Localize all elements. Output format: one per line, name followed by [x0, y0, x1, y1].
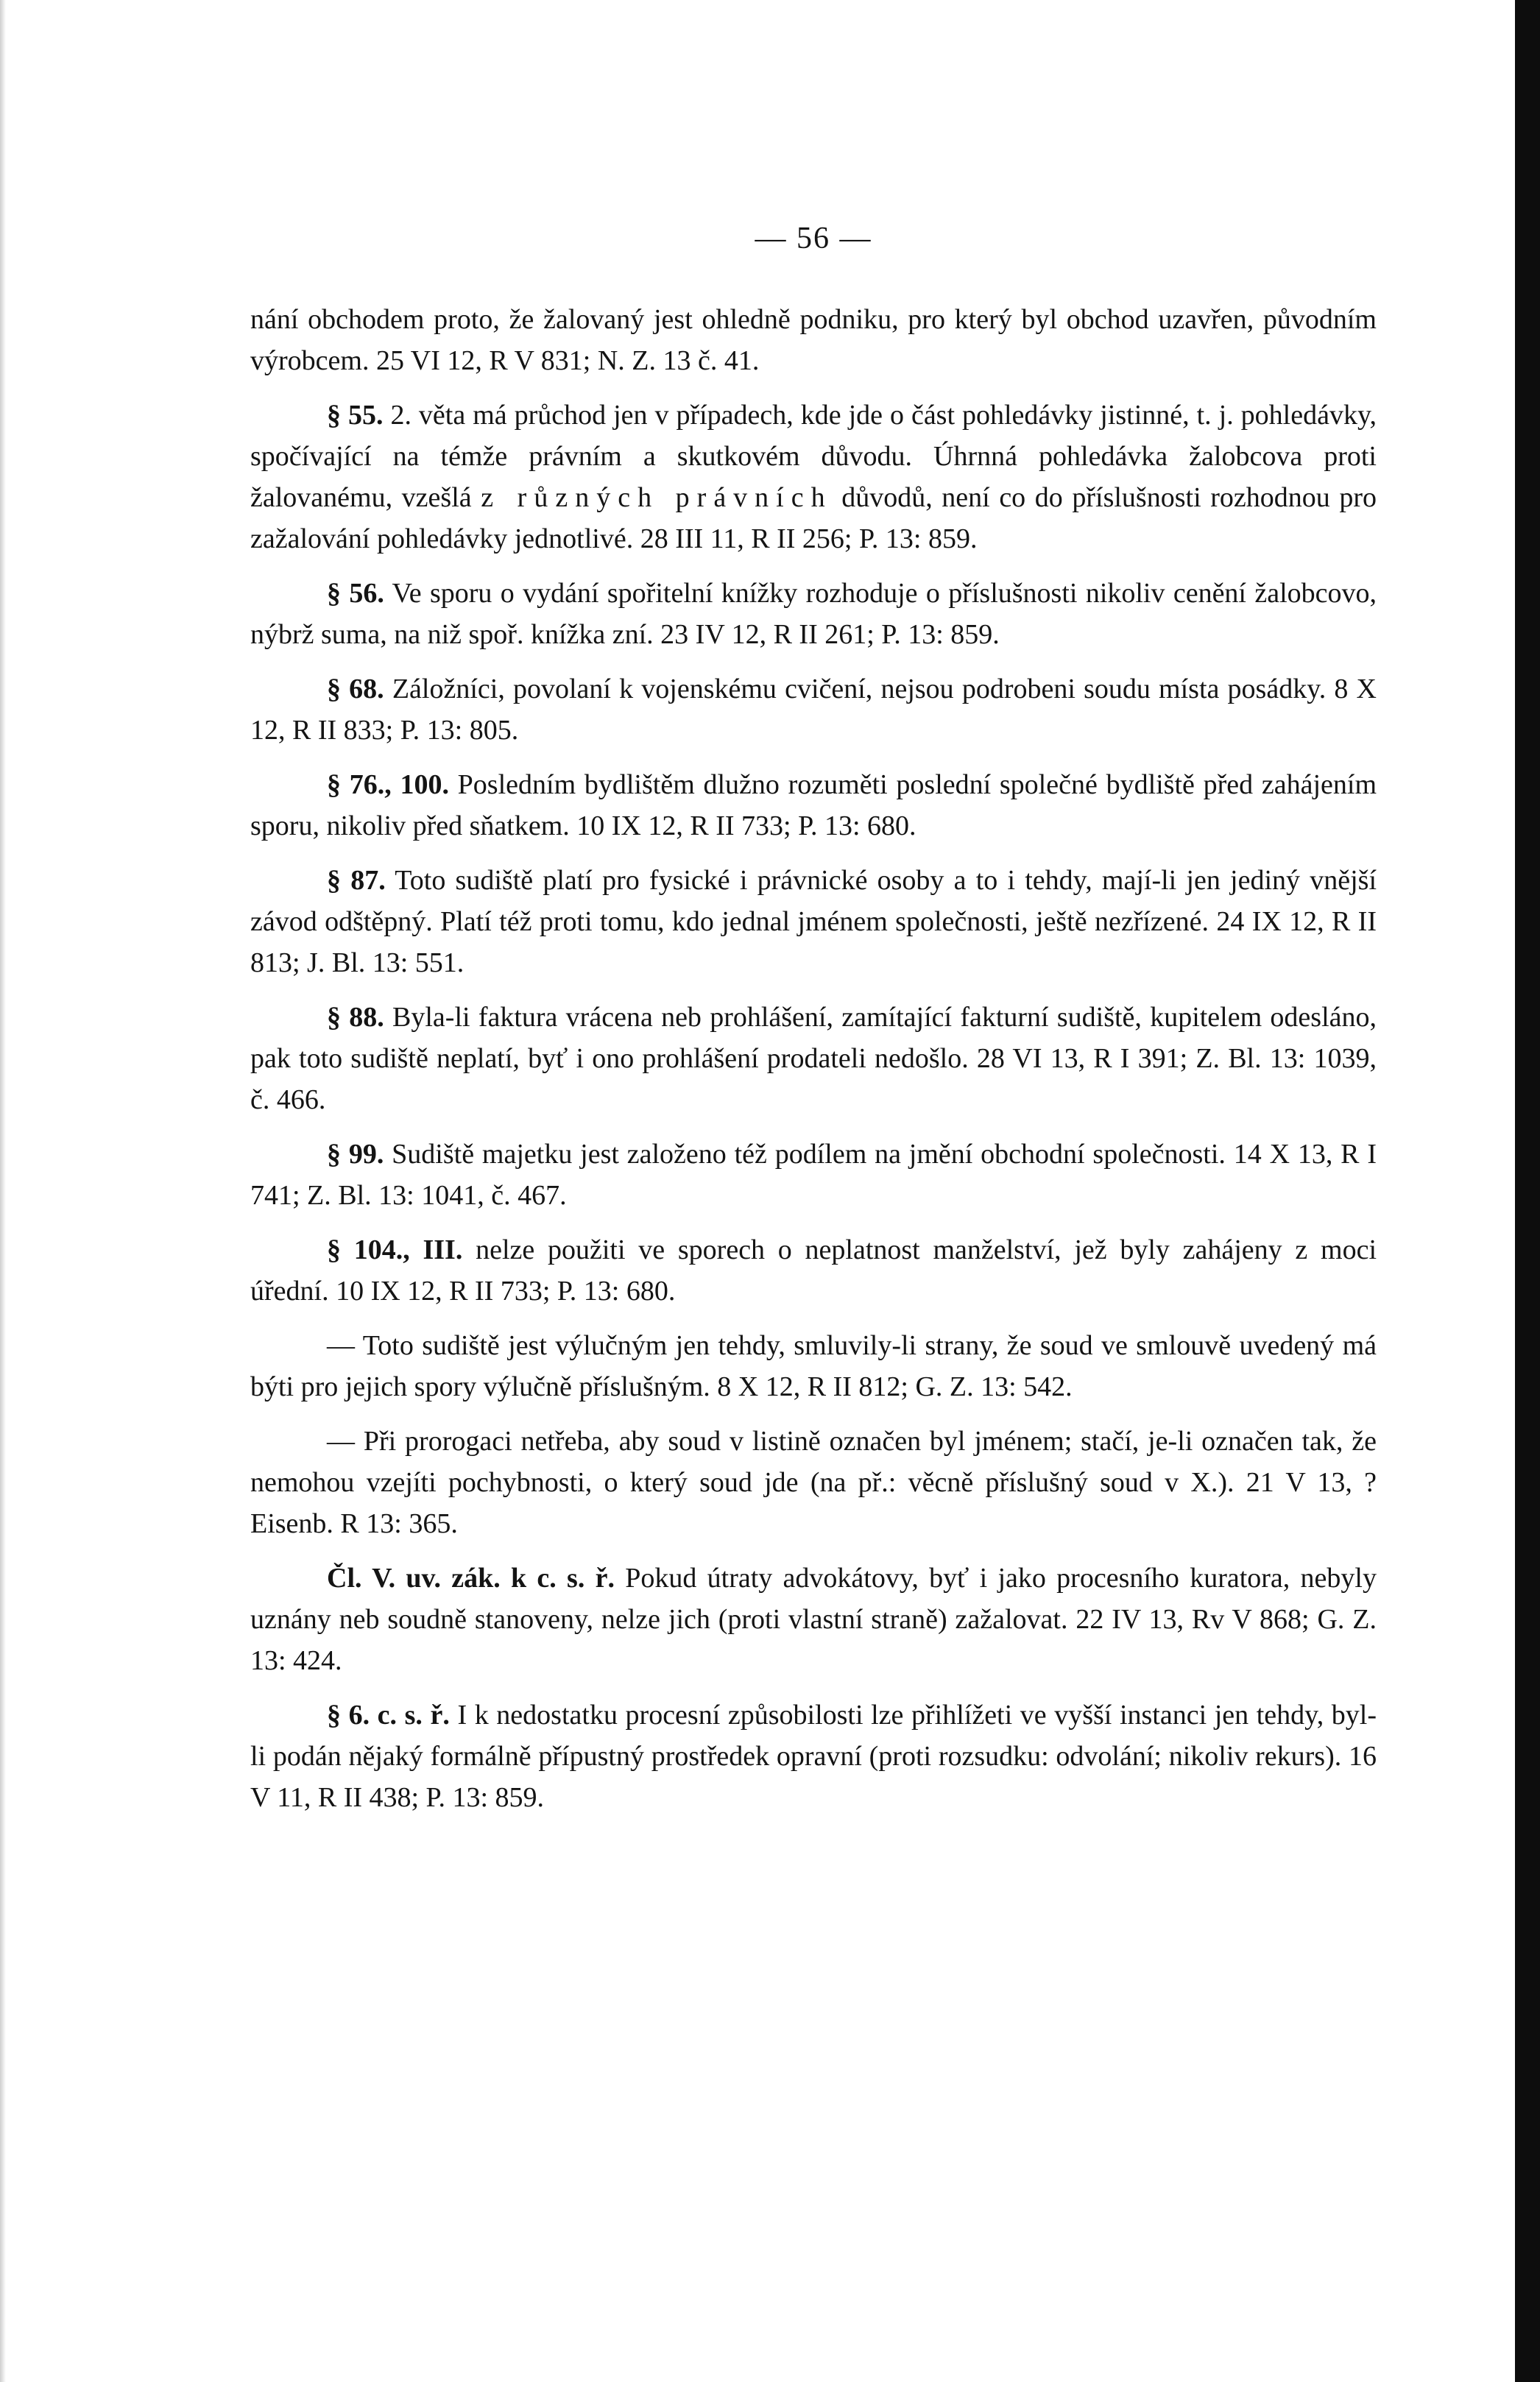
- section-heading: § 68.: [327, 674, 384, 704]
- paragraph: nání obchodem proto, že žalovaný jest ohledně podniku, pro který byl obchod uzavřen, původním výrobcem. 25 VI 12, R V 831; N. Z. 13 č. 41.: [250, 304, 1377, 376]
- section-heading: § 55.: [327, 400, 384, 431]
- paragraph: Čl. V. uv. zák. k c. s. ř. Pokud útraty advokátovy, byť i jako procesního kuratora, nebyly uznány neb soudně stanoveny, nelze jich (proti vlastní straně) zažalovat. 22 IV 13, Rv V 868; G. Z. 13: 424.: [250, 1563, 1377, 1676]
- paragraph: § 56. Ve sporu o vydání spořitelní knížky rozhoduje o příslušnosti nikoliv cenění žalobcovo, nýbrž suma, na niž spoř. knížka zní. 23 IV 12, R II 261; P. 13: 859.: [250, 578, 1377, 650]
- section-heading: § 76., 100.: [327, 769, 449, 800]
- paragraph: § 55. 2. věta má průchod jen v případech, kde jde o část pohledávky jistinné, t. j. pohledávky, spočívající na témže právním a skutkovém důvodu. Úhrnná pohledávka žalobcova proti žalovanému, vzešlá z různých právních důvodů, není co do příslušnosti rozhodnou pro zažalování pohledávky jednotlivé. 28 III 11, R II 256; P. 13: 859.: [250, 400, 1377, 554]
- section-heading: § 6. c. s. ř.: [327, 1700, 450, 1731]
- section-heading: § 104., III.: [327, 1234, 463, 1265]
- section-heading: § 99.: [327, 1139, 384, 1170]
- section-heading: § 56.: [327, 578, 384, 609]
- paragraph: § 87. Toto sudiště platí pro fysické i právnické osoby a to i tehdy, mají-li jen jediný vnější závod odštěpný. Platí též proti tomu, kdo jednal jménem společnosti, ještě nezřízené. 24 IX 12, R II 813; J. Bl. 13: 551.: [250, 865, 1377, 978]
- paragraph: — Při prorogaci netřeba, aby soud v listině označen byl jménem; stačí, je-li označen tak, že nemohou vzejíti pochybnosti, o který soud jde (na př.: věcně příslušný soud v X.). 21 V 13, ? Eisenb. R 13: 365.: [250, 1426, 1377, 1539]
- page-number: — 56 —: [755, 222, 872, 255]
- paragraph: § 6. c. s. ř. I k nedostatku procesní způsobilosti lze přihlížeti ve vyšší instanci jen tehdy, byl-li podán nějaký formálně přípustný prostředek opravní (proti rozsudku: odvolání; nikoliv rekurs). 16 V 11, R II 438; P. 13: 859.: [250, 1700, 1377, 1813]
- paragraph: § 104., III. nelze použiti ve sporech o neplatnost manželství, jež byly zahájeny z moci úřední. 10 IX 12, R II 733; P. 13: 680.: [250, 1234, 1377, 1307]
- body-text: [250, 299, 1377, 1818]
- page: [250, 221, 1377, 1831]
- spaced-emphasis: z různých právních: [481, 482, 833, 513]
- paragraph: § 68. Záložníci, povolaní k vojenskému cvičení, nejsou podrobeni soudu místa posádky. 8 X 12, R II 833; P. 13: 805.: [250, 674, 1377, 746]
- paragraph: § 99. Sudiště majetku jest založeno též podílem na jmění obchodní společnosti. 14 X 13, R I 741; Z. Bl. 13: 1041, č. 467.: [250, 1139, 1377, 1211]
- paragraph: § 76., 100. Posledním bydlištěm dlužno rozuměti poslední společné bydliště před zahájením sporu, nikoliv před sňatkem. 10 IX 12, R II 733; P. 13: 680.: [250, 769, 1377, 841]
- section-heading: § 88.: [327, 1002, 384, 1033]
- paragraph: § 88. Byla-li faktura vrácena neb prohlášení, zamítající fakturní sudiště, kupitelem odesláno, pak toto sudiště neplatí, byť i ono prohlášení prodateli nedošlo. 28 VI 13, R I 391; Z. Bl. 13: 1039, č. 466.: [250, 1002, 1377, 1115]
- paragraph: — Toto sudiště jest výlučným jen tehdy, smluvily-li strany, že soud ve smlouvě uvedený má býti pro jejich spory výlučně příslušným. 8 X 12, R II 812; G. Z. 13: 542.: [250, 1330, 1377, 1402]
- scan-edge-left: [0, 0, 6, 2382]
- section-heading: Čl. V. uv. zák. k c. s. ř.: [327, 1563, 615, 1594]
- section-heading: § 87.: [327, 865, 386, 896]
- scan-edge-right: [1515, 0, 1540, 2382]
